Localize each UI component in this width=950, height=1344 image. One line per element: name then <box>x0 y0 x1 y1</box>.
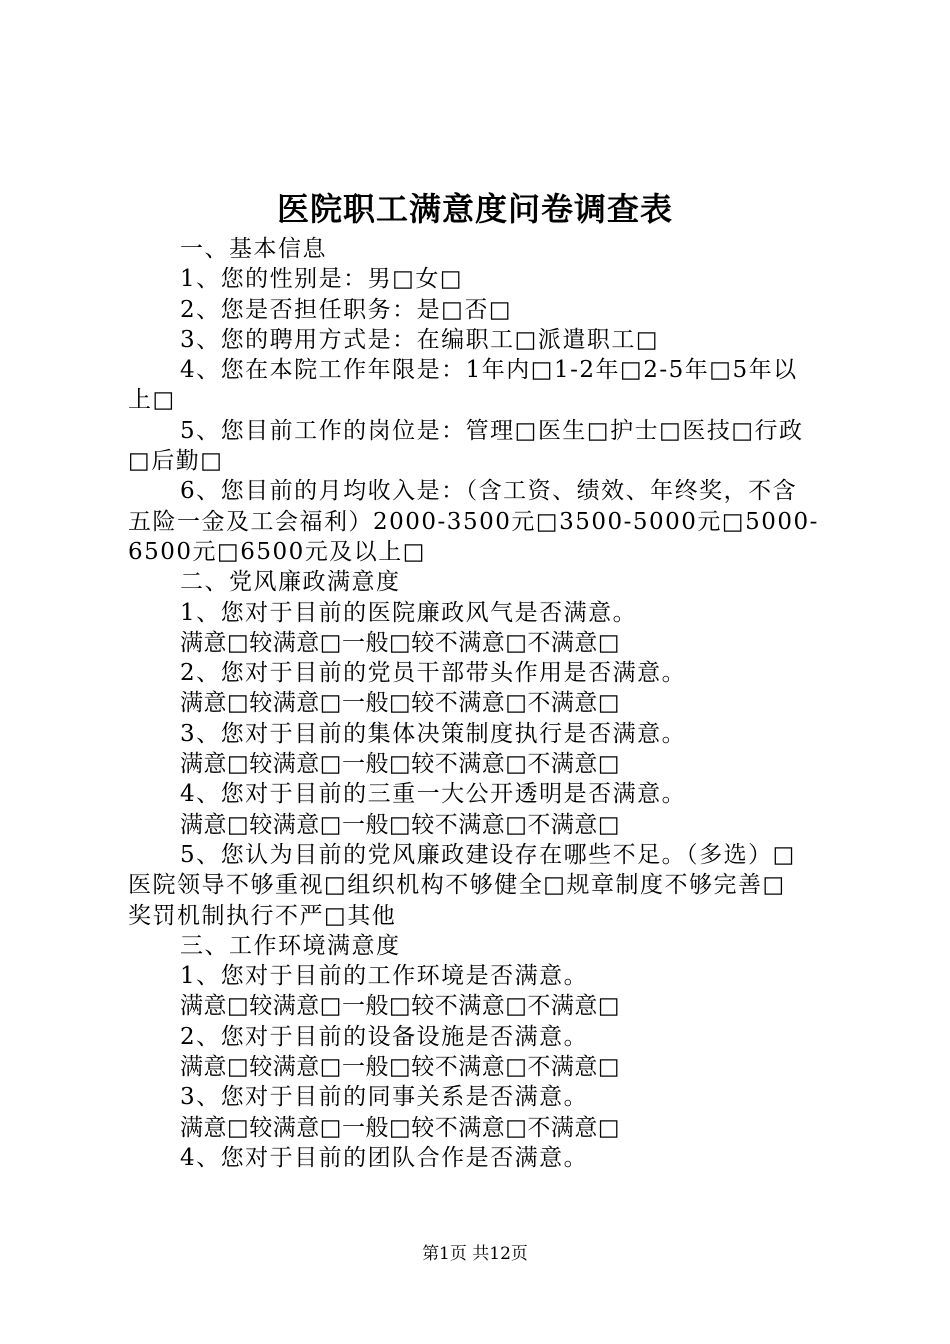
question-line-continued: 医院领导不够重视□组织机构不够健全□规章制度不够完善□ <box>128 872 786 899</box>
question-line: 4、您对于目前的三重一大公开透明是否满意。 <box>180 781 687 808</box>
options-line: 满意□较满意□一般□较不满意□不满意□ <box>180 811 621 838</box>
section-heading: 一、基本信息 <box>180 236 327 262</box>
question-line-continued: 6500元□6500元及以上□ <box>128 538 427 565</box>
question-line: 3、您的聘用方式是：在编职工□派遣职工□ <box>180 326 660 353</box>
question-line: 6、您目前的月均收入是：（含工资、绩效、年终奖，不含 <box>180 478 798 505</box>
section-heading: 二、党风廉政满意度 <box>180 569 401 596</box>
question-line-continued: 上□ <box>128 387 176 414</box>
question-line-continued: □后勤□ <box>128 448 224 475</box>
options-line: 满意□较满意□一般□较不满意□不满意□ <box>180 1054 621 1081</box>
options-line: 满意□较满意□一般□较不满意□不满意□ <box>180 993 621 1020</box>
question-line: 2、您对于目前的设备设施是否满意。 <box>180 1023 589 1050</box>
question-line-continued: 奖罚机制执行不严□其他 <box>128 902 397 929</box>
question-line: 3、您对于目前的同事关系是否满意。 <box>180 1084 589 1111</box>
section-heading: 三、工作环境满意度 <box>180 932 401 959</box>
question-line: 1、您对于目前的工作环境是否满意。 <box>180 963 589 990</box>
question-line: 1、您的性别是：男□女□ <box>180 266 464 293</box>
question-line: 2、您是否担任职务：是□否□ <box>180 296 513 323</box>
question-line: 3、您对于目前的集体决策制度执行是否满意。 <box>180 720 687 747</box>
question-line-continued: 五险一金及工会福利）2000-3500元□3500-5000元□5000- <box>128 508 819 535</box>
document-body <box>128 234 830 1173</box>
question-line: 4、您对于目前的团队合作是否满意。 <box>180 1144 589 1171</box>
question-line: 5、您目前工作的岗位是：管理□医生□护士□医技□行政 <box>180 417 804 444</box>
question-line: 4、您在本院工作年限是：1年内□1-2年□2-5年□5年以 <box>180 357 798 384</box>
options-line: 满意□较满意□一般□较不满意□不满意□ <box>180 751 621 778</box>
options-line: 满意□较满意□一般□较不满意□不满意□ <box>180 1114 621 1141</box>
question-line: 2、您对于目前的党员干部带头作用是否满意。 <box>180 660 687 687</box>
page-number: 第1页 共12页 <box>422 1244 528 1264</box>
question-line: 1、您对于目前的医院廉政风气是否满意。 <box>180 599 638 626</box>
options-line: 满意□较满意□一般□较不满意□不满意□ <box>180 690 621 717</box>
document-title: 医院职工满意度问卷调查表 <box>276 190 673 228</box>
question-line: 5、您认为目前的党风廉政建设存在哪些不足。（多选）□ <box>180 841 796 868</box>
options-line: 满意□较满意□一般□较不满意□不满意□ <box>180 629 621 656</box>
